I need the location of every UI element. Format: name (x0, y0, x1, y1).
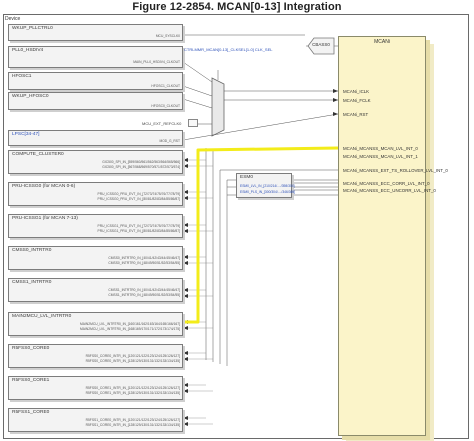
compute-signal-b: GIC500_SPI_IN_[567/568/569/570/571/572/573/574] (102, 165, 180, 169)
pru-icssg0-block (8, 182, 183, 206)
device-label: Device (5, 16, 21, 22)
mcan-port-rst: MCANi_RST (343, 112, 369, 117)
mcan-port-ecc-corr: MCANi_MCANSS_ECC_CORR_LVL_INT_0 (343, 181, 430, 186)
r5fss0-core0-block (8, 344, 183, 368)
compute-cluster-title: COMPUTE_CLUSTER0 (12, 152, 64, 157)
r5fss1-core0-block (8, 408, 183, 432)
pru0-signal-b: PRU_ICSSG0_PRU_EVT_IN_[80/81/82/83/84/85/86/87] (97, 197, 180, 201)
r5fss0-core1-signal-a: R5FSS0_CORE1_INTR_IN_[120/121/122/123/124/125/126/127] (85, 386, 180, 390)
cmss1-signal-b: CMSS1_INTRTR0_IN_[48/49/50/51/52/53/54/55] (108, 293, 180, 297)
r5fss0-core1-signal-b: R5FSS0_CORE1_INTR_IN_[128/129/130/131/132/133/134/135] (85, 391, 180, 395)
r5fss0-core0-signal-a: R5FSS0_CORE0_INTR_IN_[120/121/122/123/124/125/126/127] (85, 354, 180, 358)
pru-icssg1-title: PRU-ICSSG1 (for MCAN 7-13) (12, 216, 78, 221)
pru1-signal-a: PRU_ICSSG1_PRU_EVT_IN_[72/73/74/75/76/77/78/79] (97, 224, 180, 228)
esm0-block (236, 173, 296, 198)
esm-lvl-in-link[interactable]: ESM0_LVL_IN_[210/214/..../398/304] (240, 184, 295, 188)
main-pll-signal: MAIN_PLL0_HSDIV4_CLKOUT (133, 60, 180, 64)
mcu-ext-refclk-signal: MCU_EXT_REFCLK0 (142, 121, 182, 126)
pll0-hsdiv-title: PLL0_HSDIV4 (12, 48, 44, 53)
mod-g-rst-signal: MOD_G_RST (159, 139, 180, 143)
mcan-port-ts-rollover: MCANi_MCANSS_EXT_TS_ROLLOVER_LVL_INT_0 (343, 168, 448, 173)
r5fss1-core0-title: R5FSS1_CORE0 (12, 410, 50, 415)
main2mcu-intrtr-title: MAIN2MCU_LVL_INTRTR0 (12, 314, 72, 319)
wkup-pllctrl-title: WKUP_PLLCTRL0 (12, 26, 53, 31)
pru-icssg0-title: PRU-ICSSG0 (for MCAN 0-6) (12, 184, 76, 189)
pru-icssg1-block (8, 214, 183, 238)
refclk-buffer-icon (188, 119, 198, 127)
main2mcu-intrtr-block (8, 312, 183, 336)
wkup-hfosc-block (8, 92, 183, 110)
cmss0-intrtr-title: CMSS0_INTRTR0 (12, 248, 52, 253)
cbass0-block (306, 37, 336, 55)
compute-signal-a: GIC500_SPI_IN_[559/560/561/562/563/564/565/566] (102, 160, 180, 164)
pru0-signal-a: PRU_ICSSG0_PRU_EVT_IN_[72/73/74/75/76/77/78/79] (97, 192, 180, 196)
cmss1-intrtr-block (8, 278, 183, 302)
r5fss0-core1-block (8, 376, 183, 400)
r5fss0-core1-title: R5FSS0_CORE1 (12, 378, 50, 383)
cmss0-signal-b: CMSS0_INTRTR0_IN_[48/49/50/51/52/53/54/55] (108, 261, 180, 265)
main2mcu-signal-b: MAIN2MCU_LVL_INTRTR0_IN_[168/169/170/171/172/173/174/175] (80, 327, 180, 331)
cmss0-intrtr-block (8, 246, 183, 270)
mcan-block (338, 36, 448, 436)
esm0-title: ESM0 (240, 175, 254, 180)
r5fss1-core0-signal-b: R5FSS1_CORE0_INTR_IN_[128/129/130/131/132/133/134/135] (85, 423, 180, 427)
pru1-signal-b: PRU_ICSSG1_PRU_EVT_IN_[80/81/82/83/84/85/86/87] (97, 229, 180, 233)
cmss1-signal-a: CMSS1_INTRTR0_IN_[40/41/42/43/44/45/46/47] (108, 288, 180, 292)
main2mcu-signal-a: MAIN2MCU_LVL_INTRTR0_IN_[160/161/162/163/164/165/166/167] (80, 322, 180, 326)
wkup-pllctrl-block (8, 24, 183, 41)
clock-mux-icon (212, 78, 224, 136)
mcan-title: MCANi (374, 39, 390, 45)
mcan-port-iclk: MCANi_ICLK (343, 89, 370, 94)
r5fss1-core0-signal-a: R5FSS1_CORE0_INTR_IN_[120/121/122/123/124/125/126/127] (85, 418, 180, 422)
mcan-port-ecc-uncorr: MCANi_MCANSS_ECC_UNCORR_LVL_INT_0 (343, 188, 436, 193)
r5fss0-core0-title: R5FSS0_CORE0 (12, 346, 50, 351)
mcan-port-lvl-int-0: MCANi_MCANSS_MCAN_LVL_INT_0 (343, 146, 418, 151)
lpsc-block (8, 130, 183, 146)
wkup-hfosc-title: WKUP_HFOSC0 (12, 94, 49, 99)
mcan-port-fclk: MCANi_FCLK (343, 98, 371, 103)
cmss0-signal-a: CMSS0_INTRTR0_IN_[40/41/42/43/44/45/46/47] (108, 256, 180, 260)
pll0-hsdiv-block (8, 46, 183, 68)
mcu-sysclk-signal: MCU_SYSCLK0 (155, 34, 180, 38)
lpsc-title: LPSC[34-47] (12, 132, 40, 137)
figure-title: Figure 12-2854. MCAN[0-13] Integration (132, 1, 342, 13)
hfosc1-clkout-signal: HFOSC1_CLKOUT (151, 84, 180, 88)
r5fss0-core0-signal-b: R5FSS0_CORE0_INTR_IN_[128/129/130/131/132/133/134/135] (85, 359, 180, 363)
hfosc0-clkout-signal: HFOSC0_CLKOUT (151, 104, 180, 108)
compute-cluster-block (8, 150, 183, 174)
hfosc1-title: HFOSC1 (12, 74, 32, 79)
cmss1-intrtr-title: CMSS1_INTRTR0 (12, 280, 52, 285)
ctrlmmr-clksel-link[interactable]: CTRLMMR_MCAN[0-13]_CLKSEL[1-0] CLK_SEL (184, 47, 273, 52)
esm-pls-in-link[interactable]: ESM0_PLS_IN_[300/304/..../346/369] (240, 190, 296, 194)
cbass-label: CBASS0 (312, 42, 330, 47)
mcan-port-lvl-int-1: MCANi_MCANSS_MCAN_LVL_INT_1 (343, 154, 418, 159)
hfosc1-block (8, 72, 183, 90)
